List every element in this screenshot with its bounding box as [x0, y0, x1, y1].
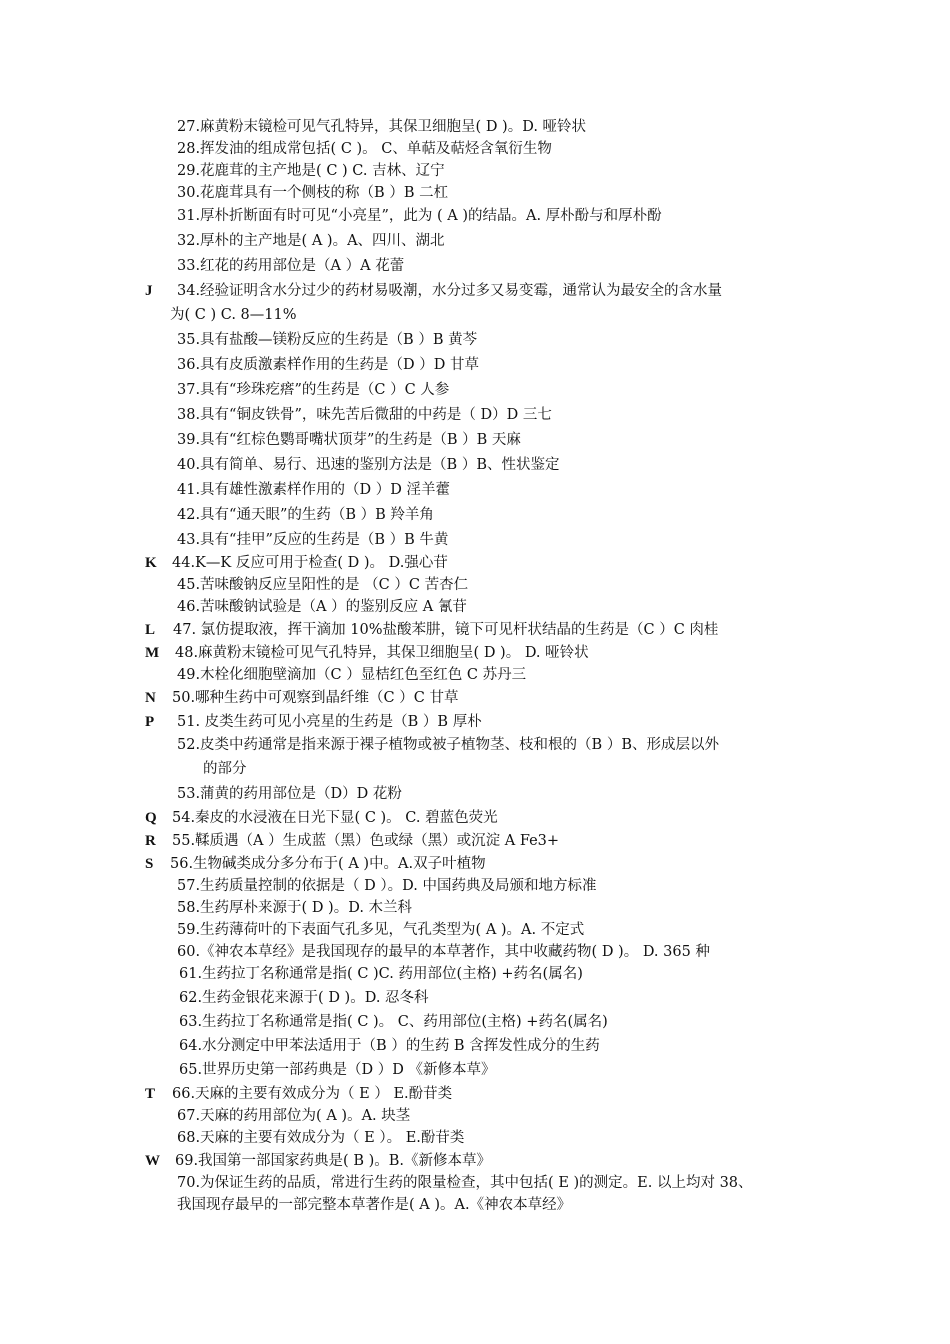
question-line: 37.具有“珍珠疙瘩”的生药是（C ）C 人参 [177, 382, 450, 398]
question-line: 50.哪种生药中可观察到晶纤维（C ）C 甘草 [172, 690, 459, 706]
index-letter: P [145, 714, 155, 730]
question-line: 54.秦皮的水浸液在日光下显( C )。 C. 碧蓝色荧光 [172, 810, 498, 826]
question-line: 38.具有“铜皮铁骨”，味先苦后微甜的中药是（ D）D 三七 [177, 407, 552, 423]
index-letter: K [145, 555, 157, 571]
question-line: 46.苦味酸钠试验是（A ）的鉴别反应 A 氰苷 [177, 599, 467, 615]
question-line: 68.天麻的主要有效成分为（ E ）。 E.酚苷类 [177, 1130, 465, 1146]
question-line: 33.红花的药用部位是（A ）A 花蕾 [177, 258, 405, 274]
question-line: 53.蒲黄的药用部位是（D）D 花粉 [177, 786, 402, 802]
question-line: 47. 氯仿提取液，挥干滴加 10%盐酸苯肼，镜下可见杆状结晶的生药是（C ）C 肉桂 [173, 622, 719, 638]
question-line: 70.为保证生药的品质，常进行生药的限量检查，其中包括( E )的测定。E. 以上均对 38、 [177, 1175, 753, 1191]
index-letter: M [145, 645, 160, 661]
question-line: 41.具有雄性激素样作用的（D ）D 淫羊藿 [177, 482, 451, 498]
question-line: 56.生物碱类成分多分布于( A )中。A.双子叶植物 [170, 856, 486, 872]
question-line: 44.K—K 反应可用于检查( D )。 D.强心苷 [172, 555, 448, 571]
question-line: 52.皮类中药通常是指来源于裸子植物或被子植物茎、枝和根的（B ）B、形成层以外 [177, 737, 719, 753]
question-line: 29.花鹿茸的主产地是( C ) C. 吉林、辽宁 [177, 163, 445, 179]
question-line: 67.天麻的药用部位为( A )。A. 块茎 [177, 1108, 411, 1124]
index-letter: R [145, 833, 156, 849]
index-letter: T [145, 1086, 156, 1102]
question-line: 61.生药拉丁名称通常是指( C )C. 药用部位(主格) +药名(属名) [179, 966, 583, 982]
index-letter: N [145, 690, 156, 706]
index-letter: S [145, 856, 154, 872]
question-line: 57.生药质量控制的依据是（ D ）。D. 中国药典及局颁和地方标准 [177, 878, 597, 894]
question-line: 42.具有“通天眼”的生药（B ）B 羚羊角 [177, 507, 434, 523]
question-line: 51. 皮类生药可见小亮星的生药是（B ）B 厚朴 [177, 714, 482, 730]
question-line: 55.鞣质遇（A ）生成蓝（黑）色或绿（黑）或沉淀 A Fe3+ [172, 833, 560, 849]
question-line: 69.我国第一部国家药典是( B )。B.《新修本草》 [175, 1153, 492, 1169]
question-line: 我国现存最早的一部完整本草著作是( A )。A.《神农本草经》 [177, 1197, 572, 1213]
question-line: 28.挥发油的组成常包括( C )。 C、单萜及萜烃含氧衍生物 [177, 141, 552, 157]
index-letter: J [145, 283, 153, 299]
question-line: 34.经验证明含水分过少的药材易吸潮，水分过多又易变霉，通常认为最安全的含水量 [177, 283, 723, 299]
question-line: 27.麻黄粉末镜检可见气孔特异，其保卫细胞呈( D )。D. 哑铃状 [177, 119, 587, 135]
question-line: 65.世界历史第一部药典是（D ）D 《新修本草》 [179, 1062, 496, 1078]
question-line: 58.生药厚朴来源于( D )。D. 木兰科 [177, 900, 413, 916]
question-line: 63.生药拉丁名称通常是指( C )。 C、药用部位(主格) +药名(属名) [179, 1014, 608, 1030]
index-letter: W [145, 1153, 160, 1169]
question-line: 62.生药金银花来源于( D )。D. 忍冬科 [179, 990, 429, 1006]
question-line: 31.厚朴折断面有时可见“小亮星”，此为 ( A )的结晶。A. 厚朴酚与和厚朴酚 [177, 208, 662, 224]
question-line: 30.花鹿茸具有一个侧枝的称（B ）B 二杠 [177, 185, 449, 201]
question-line: 49.木栓化细胞壁滴加（C ）显桔红色至红色 C 苏丹三 [177, 667, 527, 683]
question-line: 60.《神农本草经》是我国现存的最早的本草著作，其中收藏药物( D )。 D. 365 种 [177, 944, 710, 960]
index-letter: L [145, 622, 156, 638]
question-line: 39.具有“红棕色鹦哥嘴状顶芽”的生药是（B ）B 天麻 [177, 432, 521, 448]
question-line: 43.具有“挂甲”反应的生药是（B ）B 牛黄 [177, 532, 449, 548]
question-line: 的部分 [203, 761, 247, 777]
question-line: 64.水分测定中甲苯法适用于（B ）的生药 B 含挥发性成分的生药 [179, 1038, 600, 1054]
question-line: 66.天麻的主要有效成分为（ E ） E.酚苷类 [172, 1086, 453, 1102]
question-line: 59.生药薄荷叶的下表面气孔多见，气孔类型为( A )。A. 不定式 [177, 922, 585, 938]
question-line: 36.具有皮质激素样作用的生药是（D ）D 甘草 [177, 357, 480, 373]
question-line: 为( C ) C. 8—11% [170, 307, 297, 323]
index-letter: Q [145, 810, 157, 826]
question-line: 45.苦味酸钠反应呈阳性的是 （C ）C 苦杏仁 [177, 577, 469, 593]
question-line: 35.具有盐酸—镁粉反应的生药是（B ）B 黄芩 [177, 332, 478, 348]
question-line: 48.麻黄粉末镜检可见气孔特异，其保卫细胞呈( D )。 D. 哑铃状 [175, 645, 589, 661]
question-line: 32.厚朴的主产地是( A )。A、四川、湖北 [177, 233, 445, 249]
question-line: 40.具有简单、易行、迅速的鉴别方法是（B ）B、性状鉴定 [177, 457, 560, 473]
